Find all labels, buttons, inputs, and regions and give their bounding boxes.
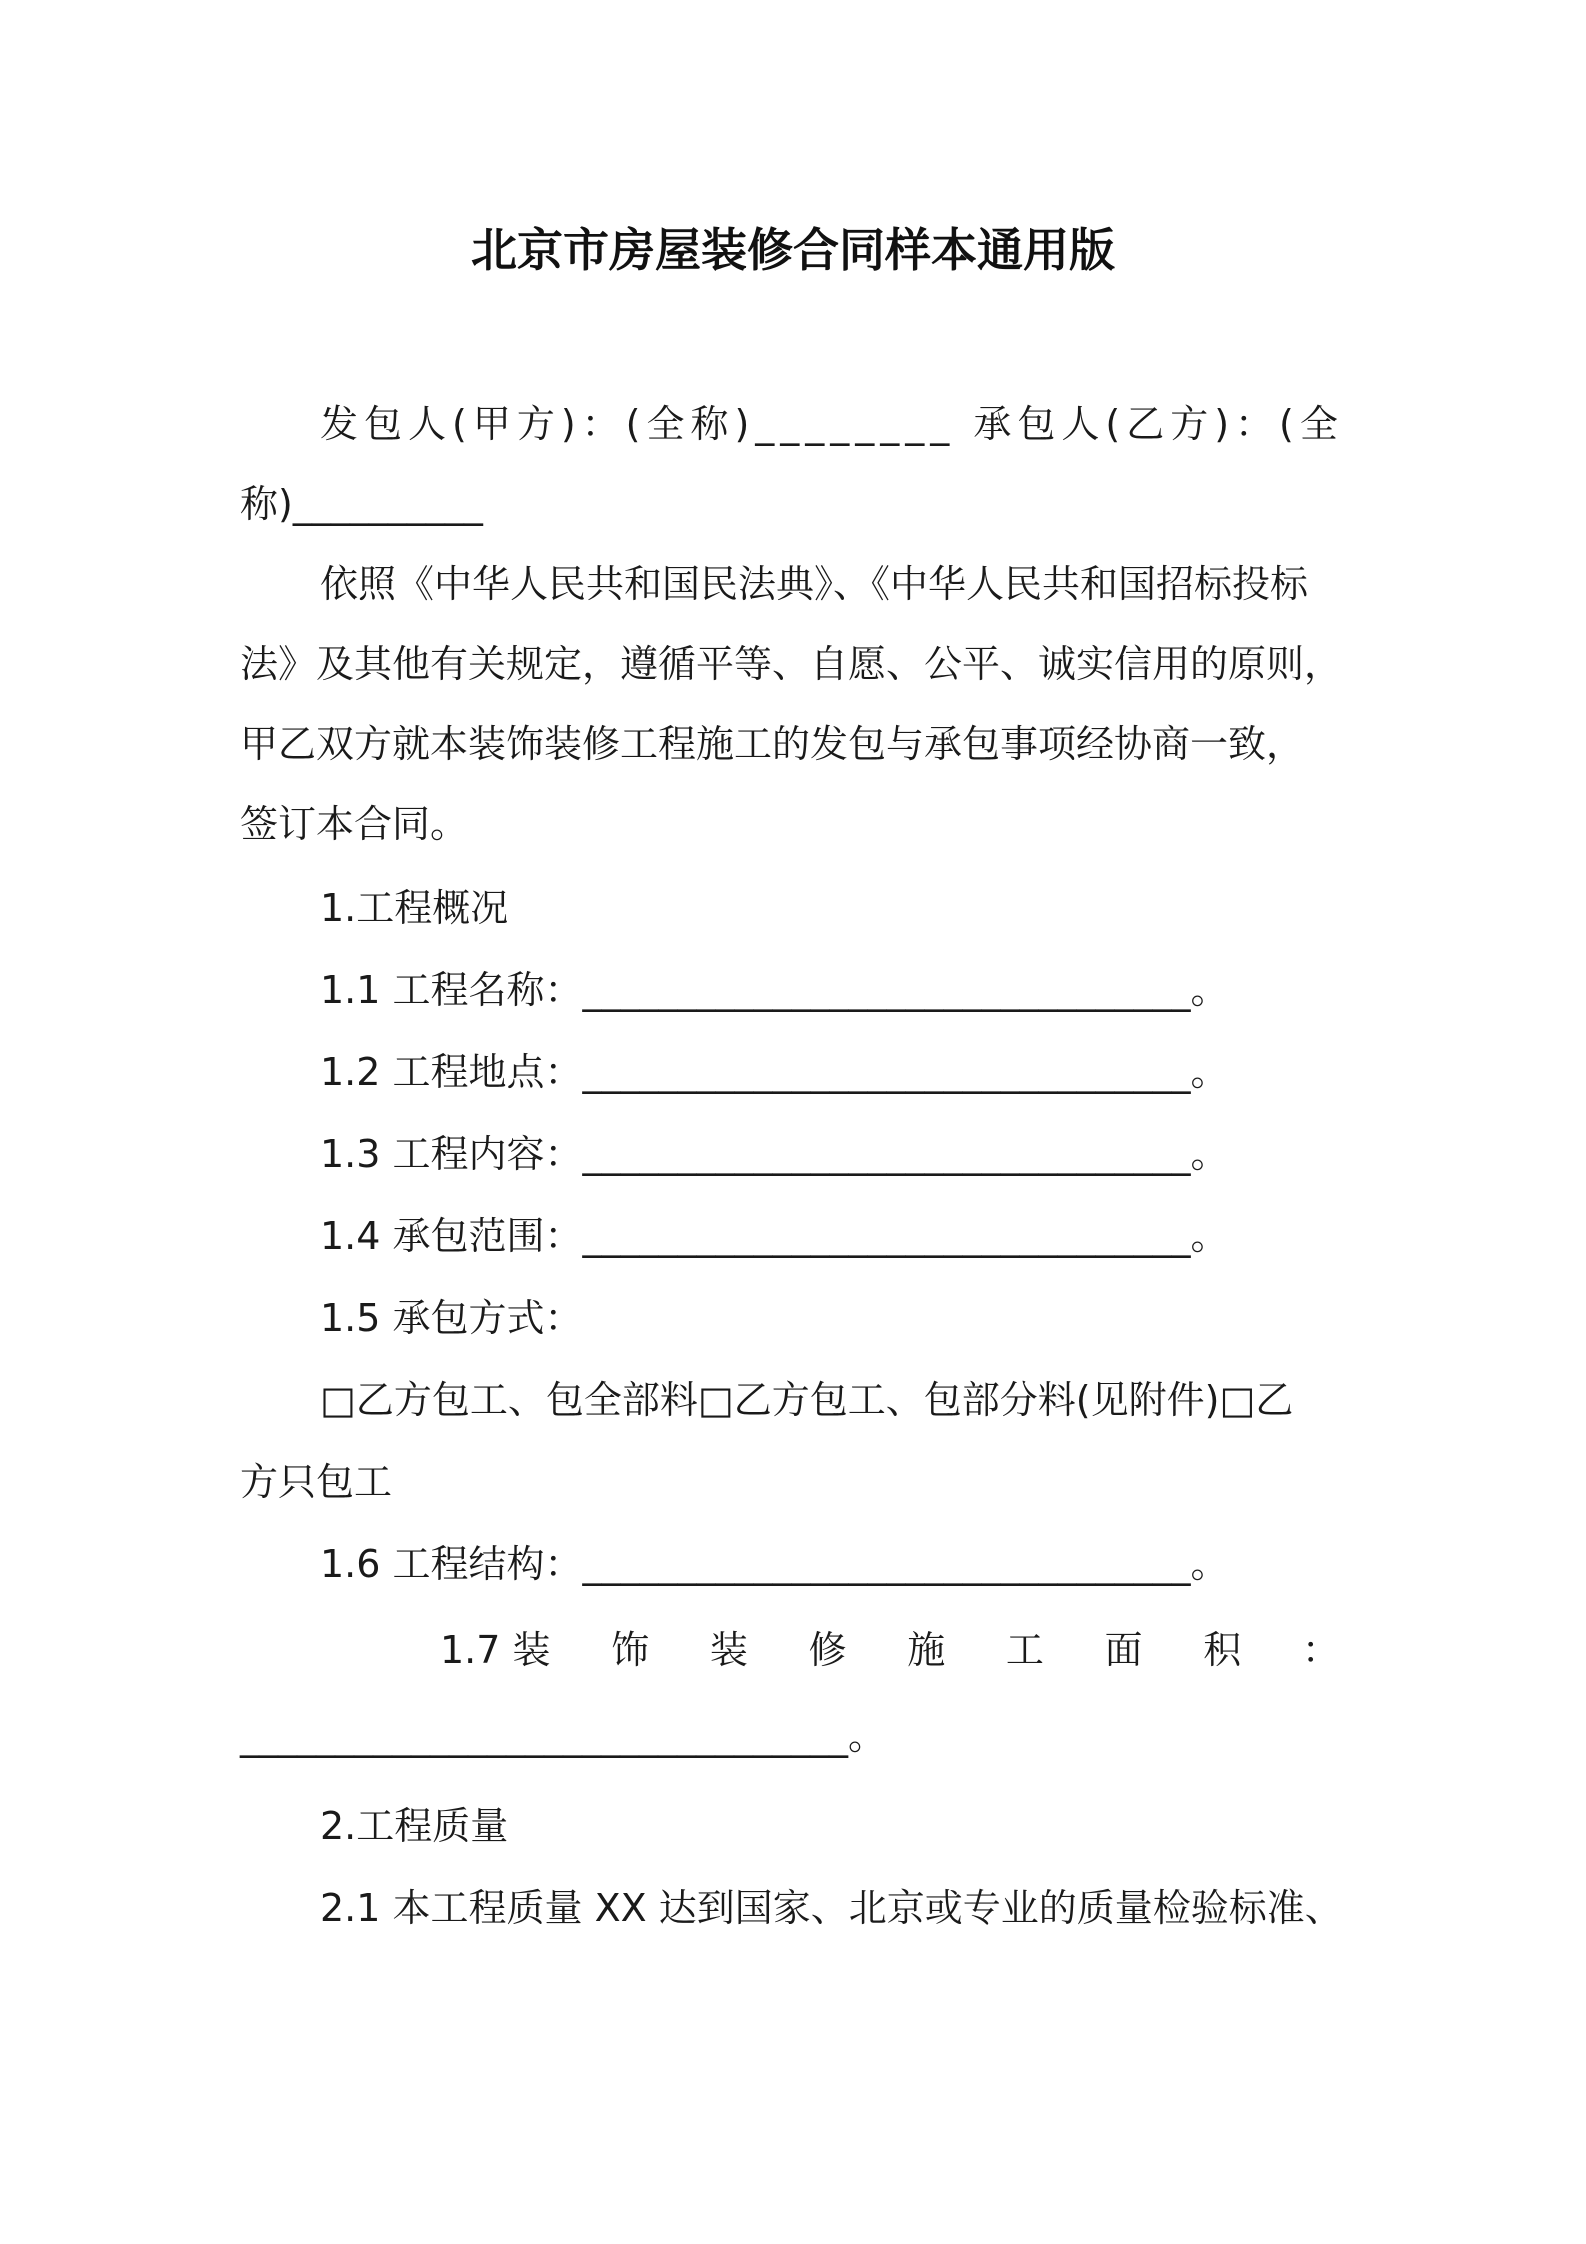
section-1-heading: 1.工程概况 — [320, 886, 509, 930]
item-1-7-char: 工 — [1005, 1628, 1044, 1672]
preamble-line-2: 法》及其他有关规定，遵循平等、自愿、公平、诚实信用的原则， — [240, 642, 1343, 686]
item-1-7-char: ： — [1301, 1628, 1340, 1672]
item-1-7-char: 施 — [907, 1628, 946, 1672]
preamble-line-4: 签订本合同。 — [240, 802, 469, 846]
preamble-line-3: 甲乙双方就本装饰装修工程施工的发包与承包事项经协商一致， — [240, 722, 1305, 766]
section-2-heading: 2.工程质量 — [320, 1804, 509, 1848]
item-1-5-contract-method: 1.5 承包方式： — [320, 1296, 583, 1340]
item-1-1-project-name: 1.1 工程名称：________________________________。 — [320, 968, 1229, 1012]
item-1-5-options-line-1: □乙方包工、包全部料□乙方包工、包部分料(见附件)□乙 — [320, 1378, 1294, 1422]
item-1-5-options-line-2: 方只包工 — [240, 1460, 393, 1504]
item-1-6-project-structure: 1.6 工程结构：________________________________。 — [320, 1542, 1229, 1586]
item-1-7-blank: ________________________________。 — [240, 1714, 887, 1758]
preamble-line-1: 依照《中华人民共和国民法典》、《中华人民共和国招标投标 — [320, 562, 1309, 606]
item-1-3-project-content: 1.3 工程内容：________________________________。 — [320, 1132, 1229, 1176]
parties-line-2: 称)__________ — [240, 482, 483, 526]
item-1-7-char: 1.7 装 — [440, 1628, 551, 1672]
item-1-7-char: 饰 — [611, 1628, 650, 1672]
item-1-4-contract-scope: 1.4 承包范围：________________________________。 — [320, 1214, 1229, 1258]
item-1-7-char: 修 — [808, 1628, 847, 1672]
parties-line-1: 发包人(甲方)：(全称)________ 承包人(乙方)：(全 — [320, 402, 1344, 446]
document-title: 北京市房屋装修合同样本通用版 — [471, 223, 1115, 277]
item-1-7-decoration-area — [440, 1626, 1340, 1674]
item-1-2-project-location: 1.2 工程地点：________________________________。 — [320, 1050, 1229, 1094]
item-2-1-quality: 2.1 本工程质量 XX 达到国家、北京或专业的质量检验标准、 — [320, 1886, 1343, 1930]
item-1-7-char: 面 — [1104, 1628, 1143, 1672]
item-1-7-char: 装 — [709, 1628, 748, 1672]
item-1-7-char: 积 — [1203, 1628, 1242, 1672]
